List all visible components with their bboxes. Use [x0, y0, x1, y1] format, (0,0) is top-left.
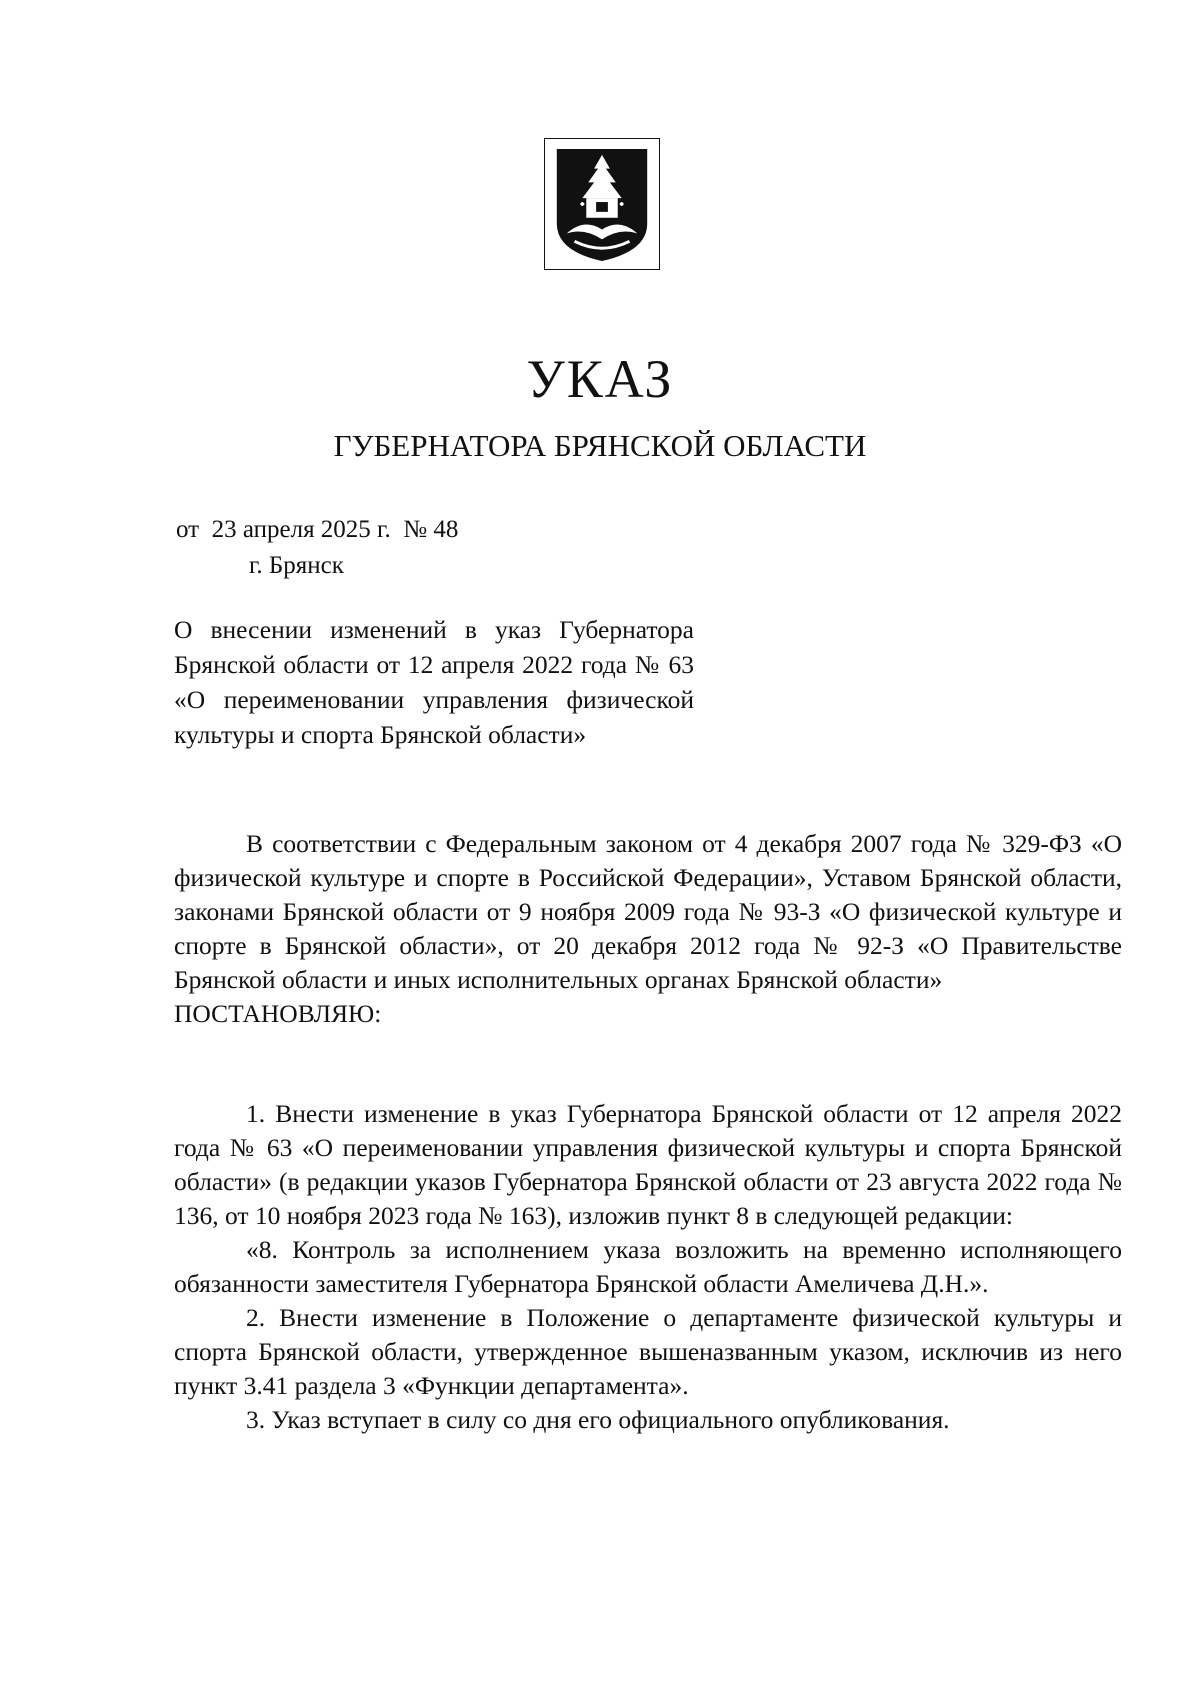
decree-item-1-quote: «8. Контроль за исполнением указа возложить на временно исполняющего обязанности заместителя Губернатора Брянской области Амеличева Д.Н.». [174, 1235, 1122, 1298]
document-subtitle: ГУБЕРНАТОРА БРЯНСКОЙ ОБЛАСТИ [333, 428, 867, 463]
decree-item-1: 1. Внести изменение в указ Губернатора Брянской области от 12 апреля 2022 года № 63 «О переименовании управления физической культуры и спорта Брянской области» (в редакции указов Губернатора Брянской области от 23 августа 2022 года № 136, от 10 ноября 2023 года № 163), изложив пункт 8 в следующей редакции: [174, 1099, 1122, 1230]
document-subject: О внесении изменений в указ Губернатора Брянской области от 12 апреля 2022 года № 63 «О переименовании управления физической культуры и спорта Брянской области» [174, 615, 694, 749]
decree-item-2: 2. Внести изменение в Положение о департаменте физической культуры и спорта Брянской области, утвержденное вышеназванным указом, исключив из него пункт 3.41 раздела 3 «Функции департамента». [174, 1303, 1122, 1400]
decree-item-3: 3. Указ вступает в силу со дня его официального опубликования. [246, 1405, 950, 1434]
preamble-section [174, 827, 1122, 1031]
document-city: г. Брянск [249, 552, 344, 579]
decree-items [174, 1097, 1122, 1437]
resolve-word: ПОСТАНОВЛЯЮ: [174, 999, 382, 1028]
preamble-text: В соответствии с Федеральным законом от 4 декабря 2007 года № 329-ФЗ «О физической культуре и спорте в Российской Федерации», Уставом Брянской области, законами Брянской области от 9 ноября 2009 года № 93-З «О физической культуре и спорте в Брянской области», от 20 декабря 2012 года № 92-З «О Правительстве Брянской области и иных исполнительных органах Брянской области» [174, 829, 1122, 994]
document-title: УКАЗ [526, 349, 674, 409]
coat-of-arms-icon [545, 139, 659, 269]
document-date-number: от 23 апреля 2025 г. № 48 [176, 516, 459, 543]
coat-of-arms-emblem [544, 138, 660, 270]
